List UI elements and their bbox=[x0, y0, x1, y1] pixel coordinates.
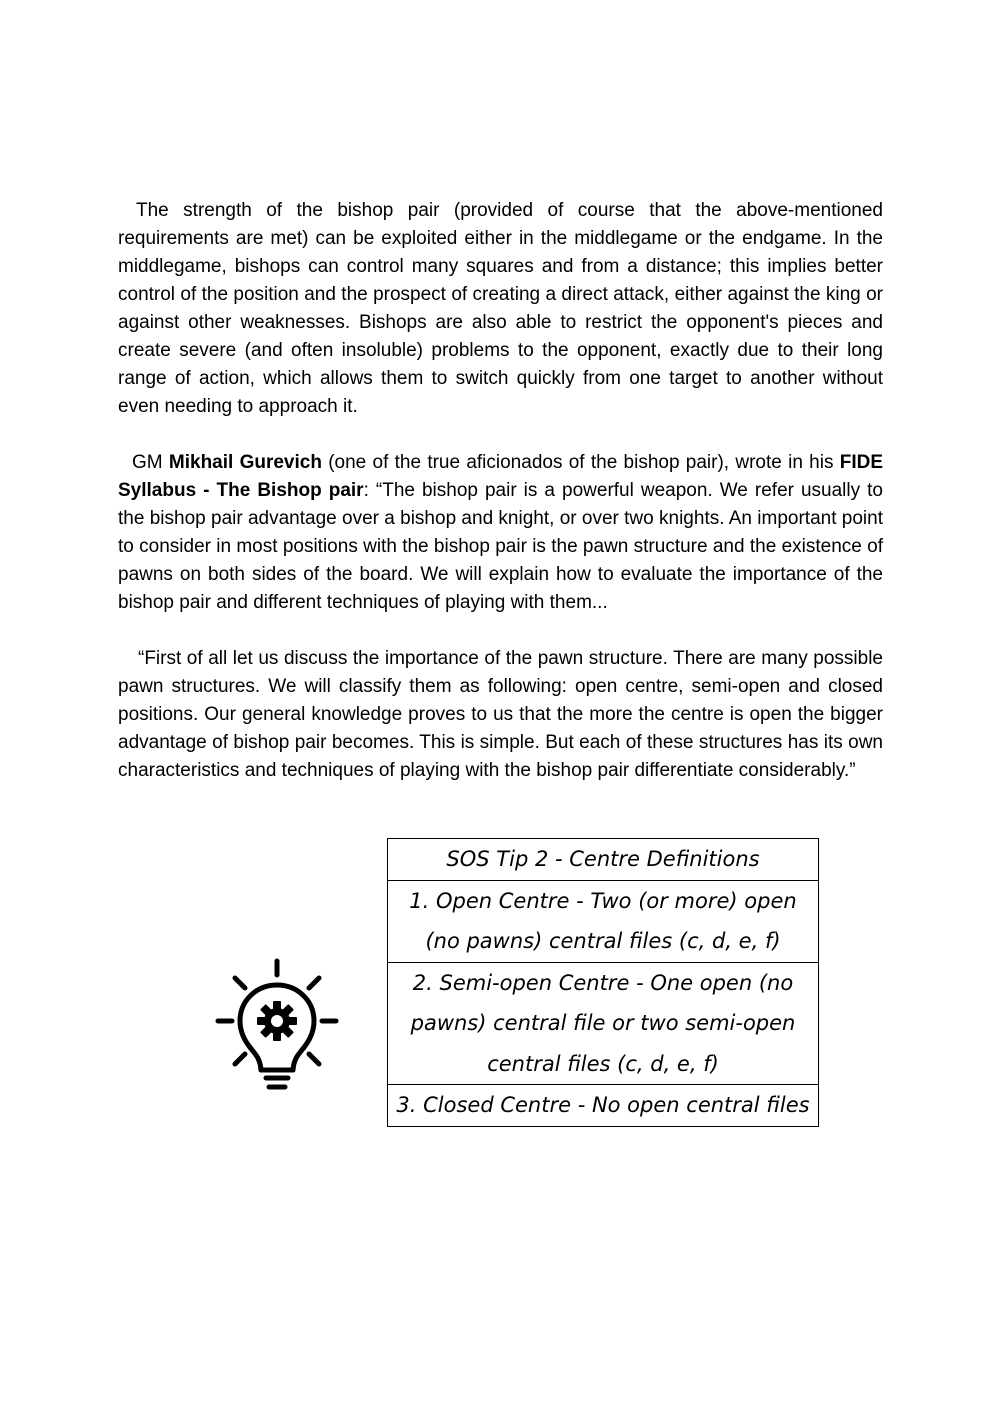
tip-item-open-centre: 1. Open Centre - Two (or more) open (no pawns) central files (c, d, e, f) bbox=[388, 880, 819, 962]
lightbulb-gear-icon bbox=[213, 957, 341, 1097]
body-paragraph-3: “First of all let us discuss the importance of the pawn structure. There are many possible pawn structures. We will classify them as following: open centre, semi-open and closed positions. Our general knowledge proves to us that the more the centre is open the bigger advantage of bishop pair becomes. This is simple. But each of these structures has its own characteristics and techniques of playing with the bishop pair differentiate considerably.” bbox=[118, 648, 883, 781]
tip-item-row bbox=[388, 962, 819, 1085]
source-title: FIDE Syllabus - The Bishop pair bbox=[118, 452, 883, 501]
tip-item-semi-open-centre: 2. Semi-open Centre - One open (no pawns) central file or two semi-open central files (c, d, e, f) bbox=[388, 962, 819, 1085]
tip-title: SOS Tip 2 - Centre Definitions bbox=[388, 839, 819, 881]
paragraph-2-rest: : “The bishop pair is a powerful weapon. We refer usually to the bishop pair advantage over a bishop and knight, or over two knights. An important point to consider in most positions with the bishop pair is the pawn structure and the existence of pawns on both sides of the board. We will explain how to evaluate the importance of the bishop pair and different techniques of playing with them... bbox=[118, 480, 883, 613]
body-paragraph-1: The strength of the bishop pair (provided of course that the above-mentioned requirements are met) can be exploited either in the middlegame or the endgame. In the middlegame, bishops can control many squares and from a distance; this implies better control of the position and the prospect of creating a direct attack, either against the king or against other weaknesses. Bishops are also able to restrict the opponent's pieces and create severe (and often insoluble) problems to the opponent, exactly due to their long range of action, which allows them to switch quickly from one target to another without even needing to approach it. bbox=[118, 200, 883, 417]
tip-title-row bbox=[388, 839, 819, 881]
paragraph-2-prefix: GM bbox=[132, 452, 169, 473]
tip-item-row bbox=[388, 1085, 819, 1127]
tip-box bbox=[387, 838, 819, 1127]
paragraph-2-middle: (one of the true aficionados of the bishop pair), wrote in his bbox=[321, 452, 840, 473]
tip-item-closed-centre: 3. Closed Centre - No open central files bbox=[388, 1085, 819, 1127]
body-paragraph-2 bbox=[118, 449, 883, 617]
tip-item-row bbox=[388, 880, 819, 962]
author-name: Mikhail Gurevich bbox=[168, 452, 322, 473]
